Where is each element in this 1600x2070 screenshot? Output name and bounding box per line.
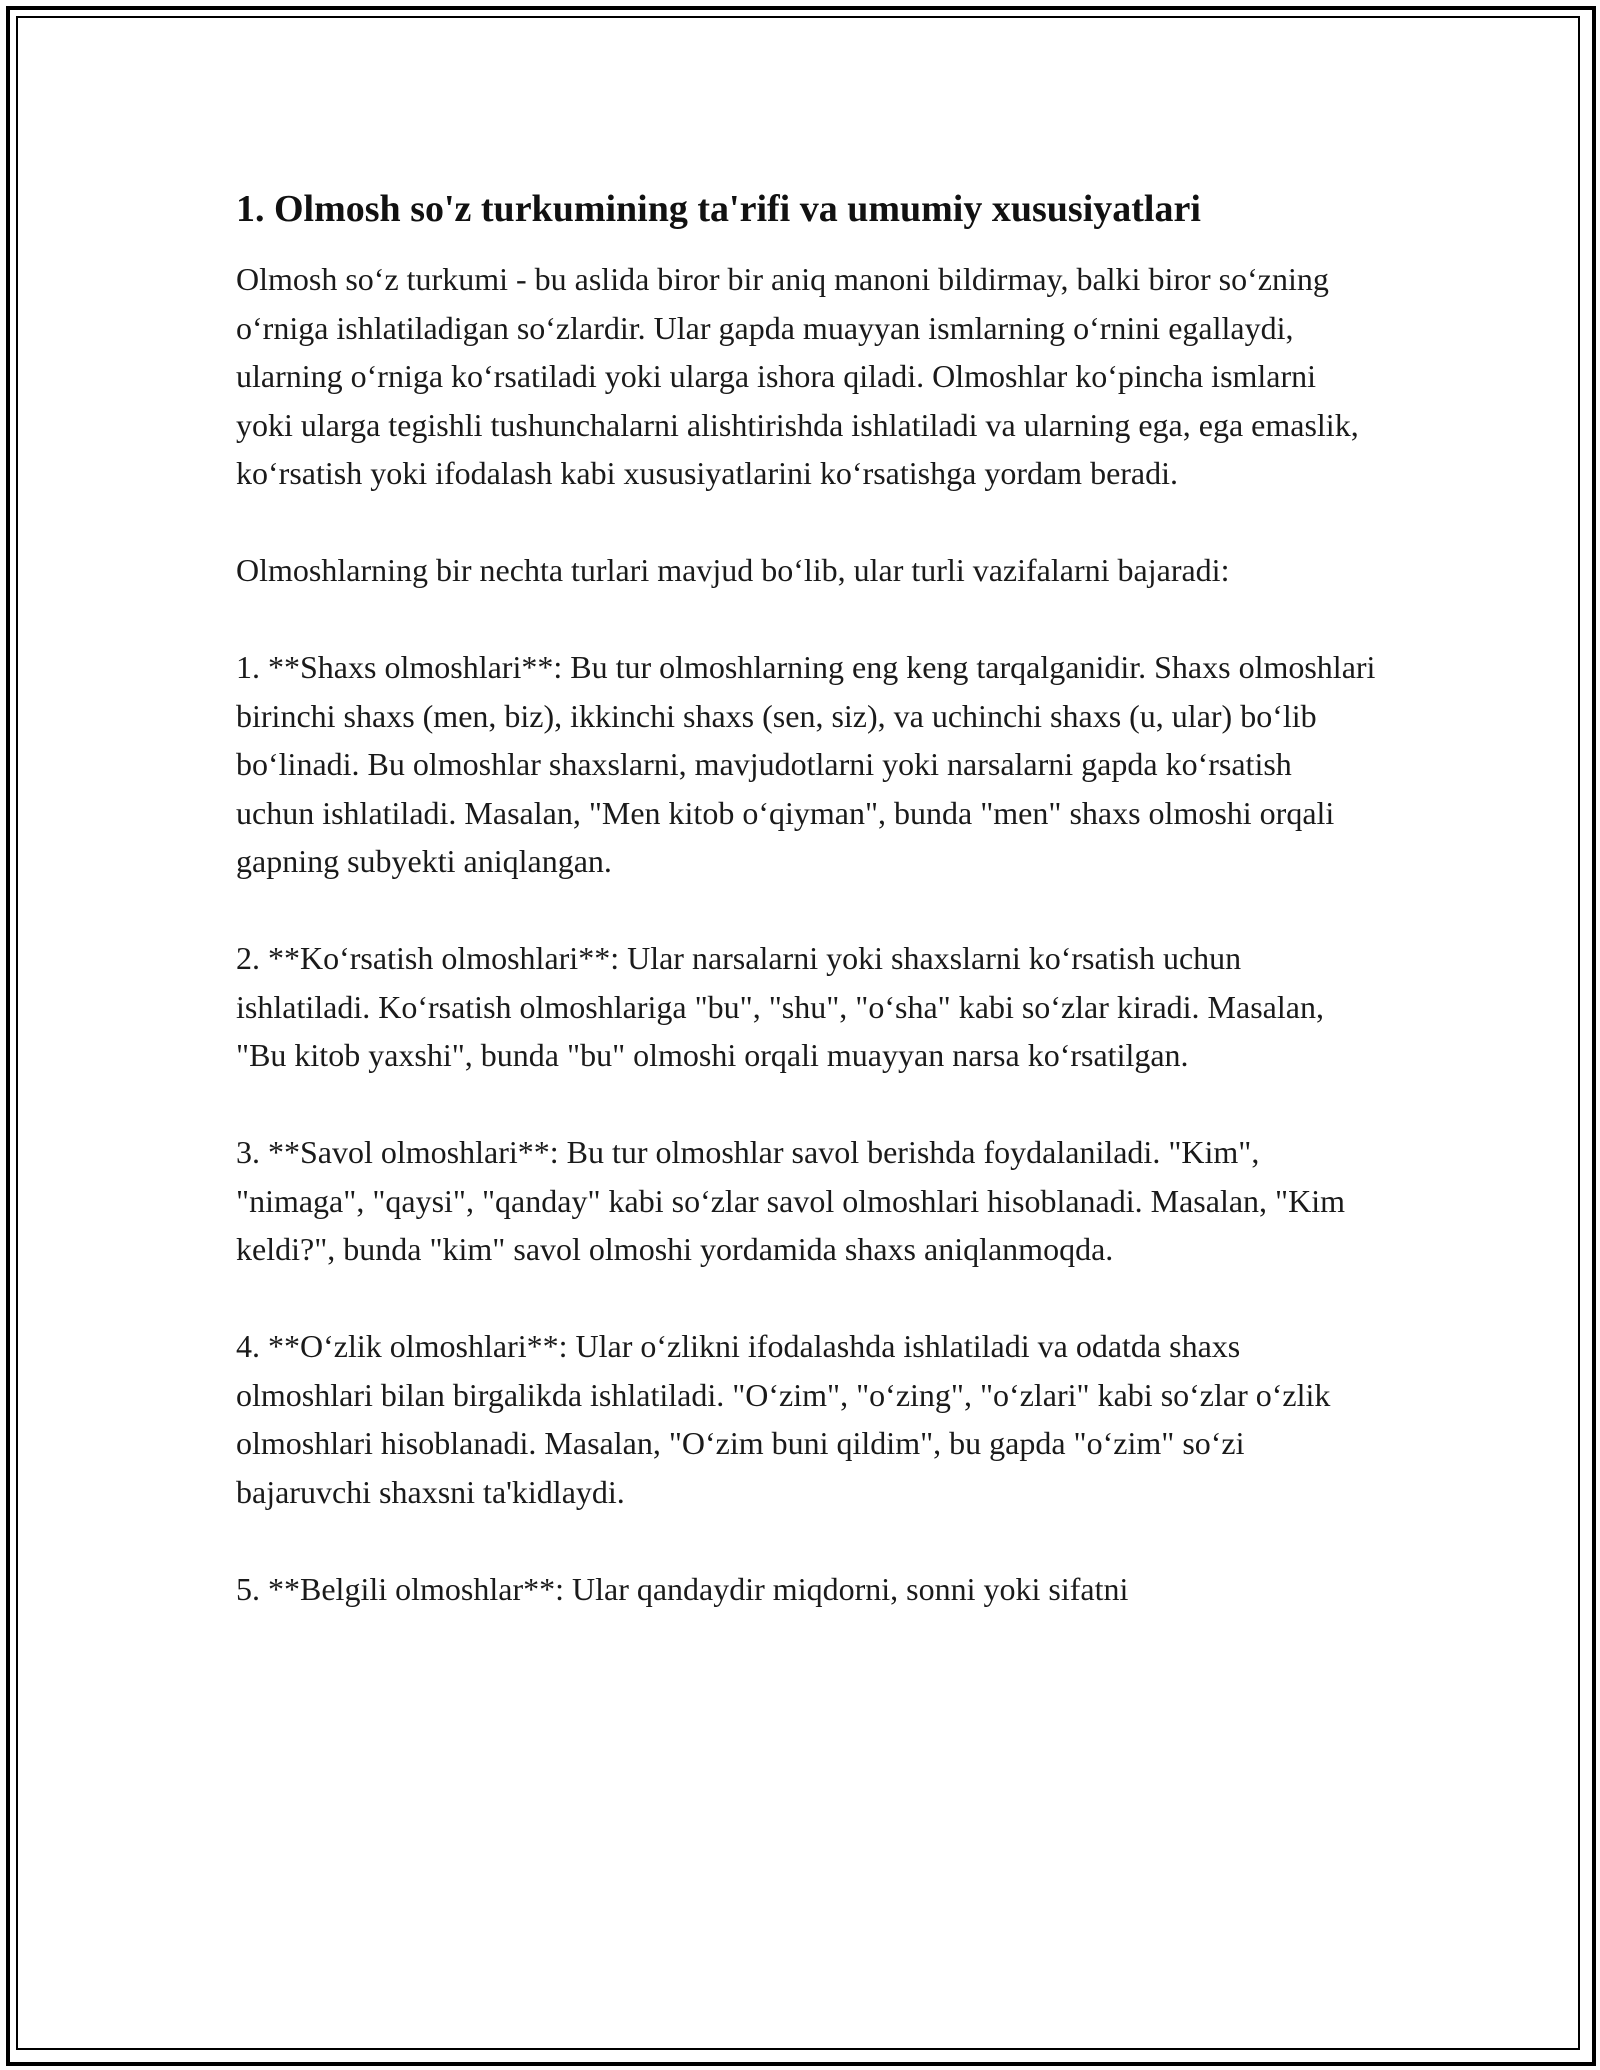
paragraph-definition: Olmosh so‘z turkumi - bu aslida biror bir aniq manoni bildirmay, balki biror so‘zning o‘rniga ishlatiladigan so‘zlardir. Ular gapda muayyan ismlarning o‘rnini egallaydi, ularning o‘rniga ko‘rsatiladi yoki ularga ishora qiladi. Olmoshlar ko‘pincha ismlarni yoki ularga tegishli tushunchalarni alishtirishda ishlatiladi va ularning ega, ega emaslik, ko‘rsatish yoki ifodalash kabi xususiyatlarini ko‘rsatishga yordam beradi. (236, 261, 1359, 491)
list-item-interrogative-pronouns: 3. **Savol olmoshlari**: Bu tur olmoshlar savol berishda foydalaniladi. "Kim", "nimaga", "qaysi", "qanday" kabi so‘zlar savol olmoshlari hisoblanadi. Masalan, "Kim keldi?", bunda "kim" savol olmoshi yordamida shaxs aniqlanmoqda. (236, 1134, 1345, 1267)
section-heading: 1. Olmosh so'z turkumining ta'rifi va umumiy xususiyatlari (236, 188, 1201, 230)
document-body (236, 185, 1376, 1613)
list-item-personal-pronouns: 1. **Shaxs olmoshlari**: Bu tur olmoshlarning eng keng tarqalganidir. Shaxs olmoshlari birinchi shaxs (men, biz), ikkinchi shaxs (sen, siz), va uchinchi shaxs (u, ular) bo‘lib bo‘linadi. Bu olmoshlar shaxslarni, mavjudotlarni yoki narsalarni gapda ko‘rsatish uchun ishlatiladi. Masalan, "Men kitob o‘qiyman", bunda "men" shaxs olmoshi orqali gapning subyekti aniqlangan. (236, 649, 1376, 879)
list-item-demonstrative-pronouns: 2. **Ko‘rsatish olmoshlari**: Ular narsalarni yoki shaxslarni ko‘rsatish uchun ishlatiladi. Ko‘rsatish olmoshlariga "bu", "shu", "o‘sha" kabi so‘zlar kiradi. Masalan, "Bu kitob yaxshi", bunda "bu" olmoshi orqali muayyan narsa ko‘rsatilgan. (236, 940, 1324, 1073)
list-item-definite-pronouns: 5. **Belgili olmoshlar**: Ular qandaydir miqdorni, sonni yoki sifatni (236, 1570, 1129, 1607)
paragraph-types-intro: Olmoshlarning bir nechta turlari mavjud bo‘lib, ular turli vazifalarni bajaradi: (236, 552, 1230, 588)
list-item-reflexive-pronouns: 4. **O‘zlik olmoshlari**: Ular o‘zlikni ifodalashda ishlatiladi va odatda shaxs olmoshlari bilan birgalikda ishlatiladi. "O‘zim", "o‘zing", "o‘zlari" kabi so‘zlar o‘zlik olmoshlari hisoblanadi. Masalan, "O‘zim buni qildim", bu gapda "o‘zim" so‘zi bajaruvchi shaxsni ta'kidlaydi. (236, 1328, 1331, 1510)
